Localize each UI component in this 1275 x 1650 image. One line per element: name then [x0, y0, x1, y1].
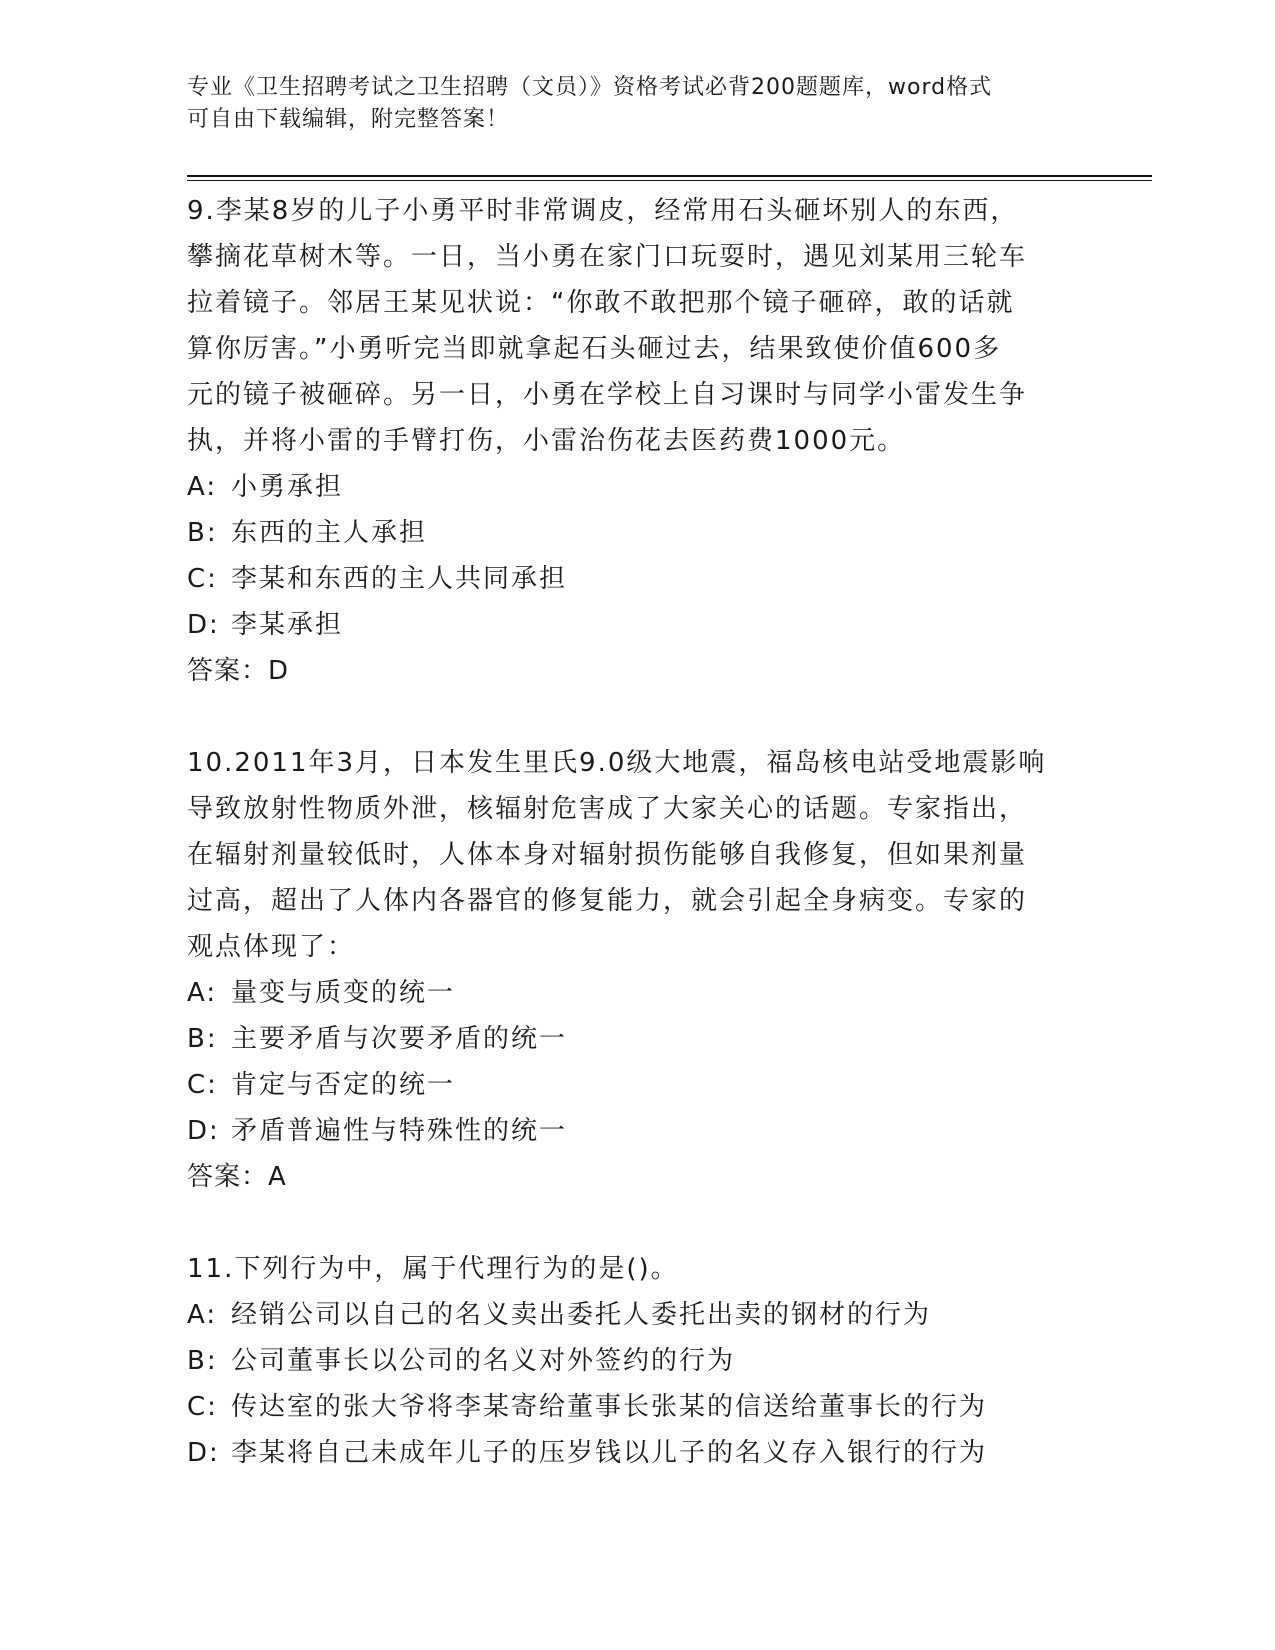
header-divider	[187, 175, 1152, 181]
option-c	[187, 556, 1087, 602]
option-letter: C:	[187, 1392, 218, 1422]
option-a	[187, 970, 1087, 1016]
question-10	[187, 740, 1087, 1200]
option-letter: B:	[187, 1346, 218, 1376]
option-c	[187, 1062, 1087, 1108]
option-text: 肯定与否定的统一	[231, 1070, 456, 1100]
option-text: 量变与质变的统一	[231, 978, 456, 1008]
option-letter: A:	[187, 978, 218, 1008]
option-b	[187, 510, 1087, 556]
question-stem-line: 攀摘花草树木等。一日，当小勇在家门口玩耍时，遇见刘某用三轮车	[187, 242, 1028, 272]
question-stem-line: 观点体现了：	[187, 932, 356, 962]
option-d	[187, 602, 1087, 648]
question-stem-line: 10.2011年3月，日本发生里氏9.0级大地震，福岛核电站受地震影响	[187, 748, 1047, 778]
question-stem-line: 算你厉害。”小勇听完当即就拿起石头砸过去，结果致使价值600多	[187, 334, 1002, 364]
question-stem-line: 导致放射性物质外泄，核辐射危害成了大家关心的话题。专家指出，	[187, 794, 1028, 824]
question-stem-line: 拉着镜子。邻居王某见状说：“你敢不敢把那个镜子砸碎，敢的话就	[187, 288, 1015, 318]
option-d	[187, 1430, 1087, 1476]
option-b	[187, 1338, 1087, 1384]
option-text: 李某承担	[231, 610, 344, 640]
answer-line: 答案：D	[187, 656, 290, 686]
option-c	[187, 1384, 1087, 1430]
option-letter: B:	[187, 518, 218, 548]
option-b	[187, 1016, 1087, 1062]
option-text: 李某和东西的主人共同承担	[231, 564, 568, 594]
option-text: 传达室的张大爷将李某寄给董事长张某的信送给董事长的行为	[231, 1392, 988, 1422]
answer-line: 答案：A	[187, 1162, 287, 1192]
question-stem-line: 在辐射剂量较低时，人体本身对辐射损伤能够自我修复，但如果剂量	[187, 840, 1028, 870]
option-letter: C:	[187, 1070, 218, 1100]
option-text: 主要矛盾与次要矛盾的统一	[231, 1024, 568, 1054]
question-stem-line: 过高，超出了人体内各器官的修复能力，就会引起全身病变。专家的	[187, 886, 1028, 916]
option-letter: D:	[187, 610, 220, 640]
option-text: 李某将自己未成年儿子的压岁钱以儿子的名义存入银行的行为	[231, 1438, 988, 1468]
question-stem-line: 9.李某8岁的儿子小勇平时非常调皮，经常用石头砸坏别人的东西，	[187, 196, 1019, 226]
option-letter: A:	[187, 1300, 218, 1330]
spacer	[187, 1200, 1087, 1246]
header-title-line-2: 可自由下载编辑，附完整答案！	[187, 107, 510, 132]
option-text: 经销公司以自己的名义卖出委托人委托出卖的钢材的行为	[231, 1300, 932, 1330]
spacer	[187, 694, 1087, 740]
option-text: 公司董事长以公司的名义对外签约的行为	[231, 1346, 736, 1376]
question-stem-line: 执，并将小雷的手臂打伤，小雷治伤花去医药费1000元。	[187, 426, 906, 456]
question-stem-line: 元的镜子被砸碎。另一日，小勇在学校上自习课时与同学小雷发生争	[187, 380, 1028, 410]
option-text: 小勇承担	[231, 472, 344, 502]
option-d	[187, 1108, 1087, 1154]
option-text: 东西的主人承担	[231, 518, 428, 548]
option-a	[187, 464, 1087, 510]
header-title-line-1: 专业《卫生招聘考试之卫生招聘（文员）》资格考试必背200题题库，word格式	[187, 75, 993, 100]
option-letter: B:	[187, 1024, 218, 1054]
option-letter: C:	[187, 564, 218, 594]
question-stem-line: 11.下列行为中，属于代理行为的是()。	[187, 1254, 679, 1284]
question-list	[187, 188, 1087, 1476]
option-text: 矛盾普遍性与特殊性的统一	[231, 1116, 568, 1146]
question-11	[187, 1246, 1087, 1476]
document-header	[187, 72, 1067, 136]
question-9	[187, 188, 1087, 694]
option-letter: A:	[187, 472, 218, 502]
option-a	[187, 1292, 1087, 1338]
option-letter: D:	[187, 1116, 220, 1146]
option-letter: D:	[187, 1438, 220, 1468]
